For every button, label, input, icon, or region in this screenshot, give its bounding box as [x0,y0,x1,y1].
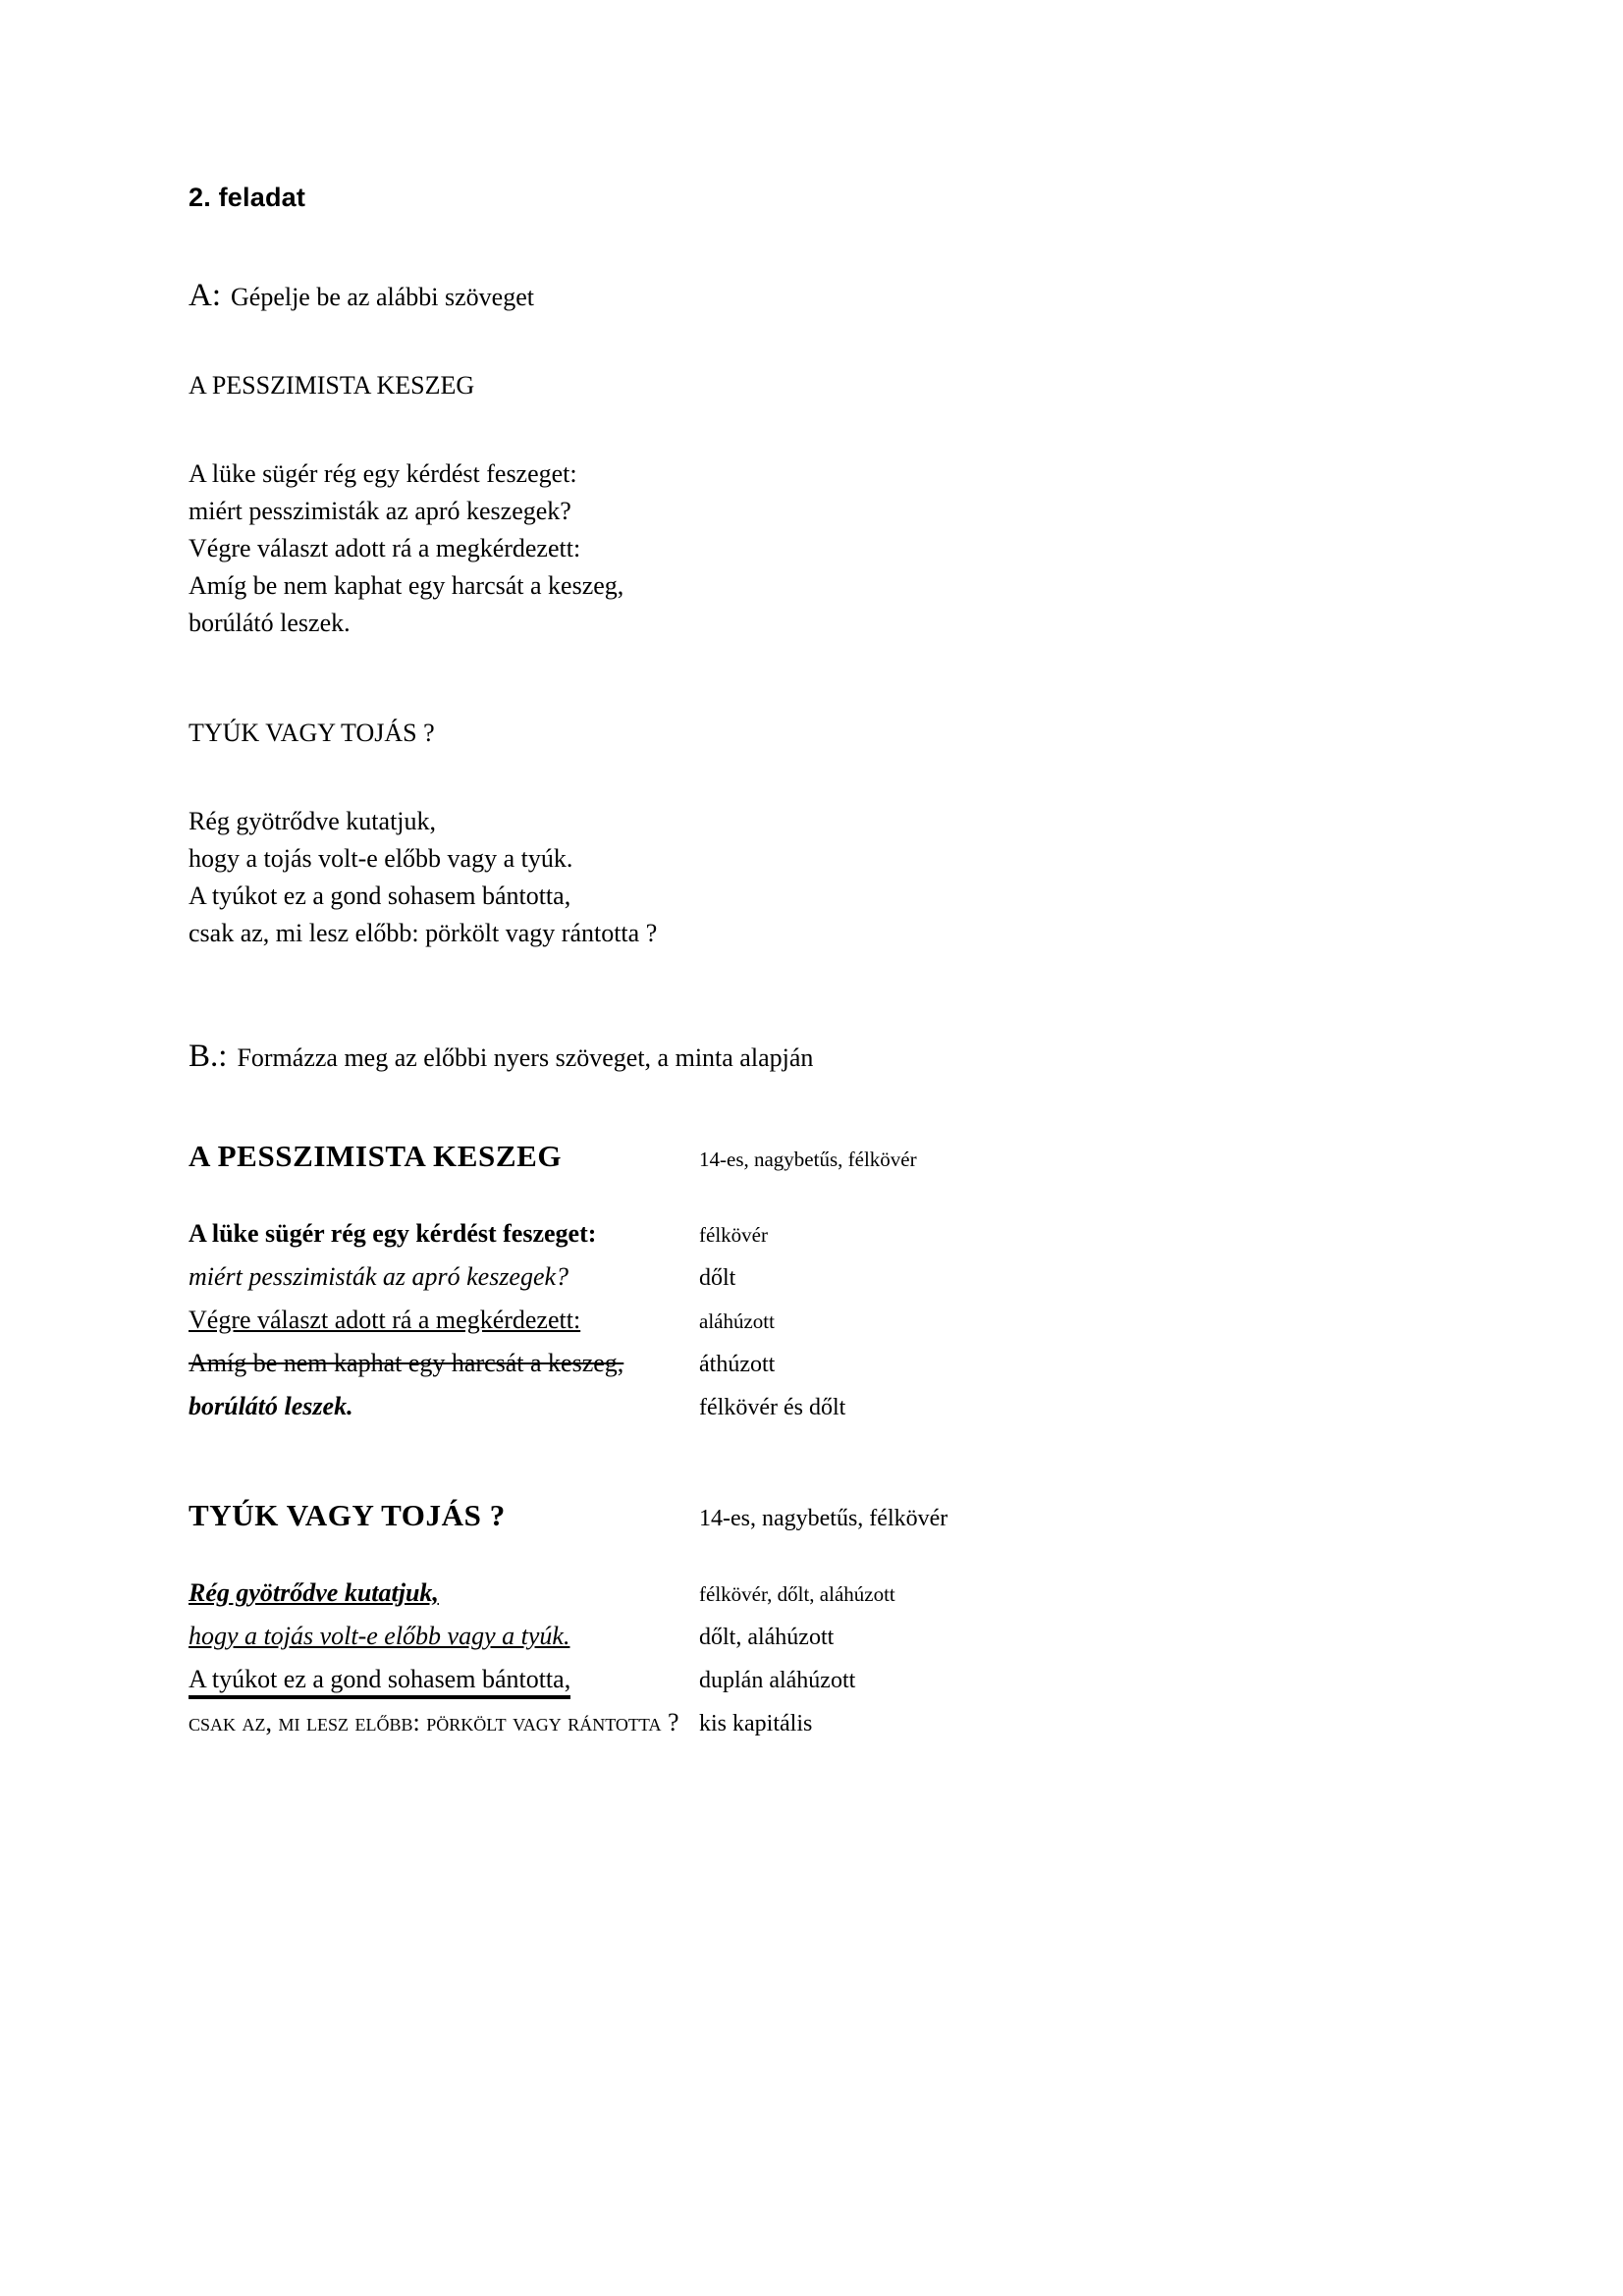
sample1-title: A PESSZIMISTA KESZEG [189,1139,563,1173]
sample-block-1 [189,1134,1455,1428]
part-a-letter: A: [189,278,221,313]
document-content [189,183,1455,1744]
part-b-instruction: Formázza meg az előbbi nyers szöveget, a minta alapján [237,1043,814,1072]
poem1-title-plain: A PESSZIMISTA KESZEG [189,371,475,400]
sample1-line: Végre választ adott rá a megkérdezett: [189,1306,581,1334]
sample1-row [189,1342,1455,1385]
poem2-title-plain: TYÚK VAGY TOJÁS ? [189,719,435,747]
sample1-note: dőlt [699,1265,736,1291]
sample1-note: áthúzott [699,1352,776,1377]
sample2-line: csak az, mi lesz előbb: pörkölt vagy rántotta ? [189,1708,679,1736]
part-a-body [189,367,1455,952]
poem2-line: A tyúkot ez a gond sohasem bántotta, [189,881,571,910]
sample1-note: félkövér és dőlt [699,1395,846,1420]
sample1-row [189,1299,1455,1342]
sample2-note: duplán aláhúzott [699,1668,856,1693]
poem1-line: miért pesszimisták az apró keszegek? [189,497,571,525]
spacer [189,1428,1455,1493]
spacer [189,1179,1455,1212]
spacer [189,1538,1455,1572]
spacer [189,404,1455,455]
sample2-row [189,1572,1455,1615]
sample2-line: Rég gyötrődve kutatjuk, [189,1578,439,1607]
spacer [189,752,1455,803]
sample1-row [189,1385,1455,1428]
sample2-row [189,1701,1455,1744]
poem2-line: Rég gyötrődve kutatjuk, [189,807,437,835]
sample2-row [189,1615,1455,1658]
poem1-line: Végre választ adott rá a megkérdezett: [189,534,581,562]
sample1-note: félkövér [699,1223,768,1247]
sample1-note: aláhúzott [699,1309,775,1333]
sample2-title-note: 14-es, nagybetűs, félkövér [699,1506,948,1531]
sample1-title-row [189,1134,1455,1179]
sample1-line: Amíg be nem kaphat egy harcsát a keszeg, [189,1349,624,1377]
sample2-line: hogy a tojás volt-e előbb vagy a tyúk. [189,1622,570,1650]
sample2-line-wrap [189,1658,699,1701]
poem1-line: Amíg be nem kaphat egy harcsát a keszeg, [189,571,624,600]
sample2-title-row [189,1493,1455,1538]
sample1-title-note: 14-es, nagybetűs, félkövér [699,1148,917,1171]
sample2-title: TYÚK VAGY TOJÁS ? [189,1498,506,1532]
sample2-note: dőlt, aláhúzott [699,1625,835,1650]
spacer [189,642,1455,715]
spacer [189,952,1455,1039]
sample1-row [189,1255,1455,1299]
poem1-line: A lüke sügér rég egy kérdést feszeget: [189,459,577,488]
poem2-line: hogy a tojás volt-e előbb vagy a tyúk. [189,844,573,873]
sample2-row [189,1658,1455,1701]
sample1-line: miért pesszimisták az apró keszegek? [189,1262,569,1291]
sample2-note: kis kapitális [699,1711,813,1736]
sample2-note: félkövér, dőlt, aláhúzott [699,1582,895,1606]
sample1-line: borúlátó leszek. [189,1392,353,1420]
poem2-line: csak az, mi lesz előbb: pörkölt vagy rántotta ? [189,919,658,947]
sample-block-2 [189,1493,1455,1744]
poem1-line: borúlátó leszek. [189,609,351,637]
part-a-heading [189,278,1455,314]
part-a-instruction: Gépelje be az alábbi szöveget [231,283,534,311]
sample1-row [189,1212,1455,1255]
part-b-heading [189,1039,1455,1075]
sample2-line: A tyúkot ez a gond sohasem bántotta, [189,1663,570,1699]
sample1-line: A lüke sügér rég egy kérdést feszeget: [189,1219,597,1248]
page-title: 2. feladat [189,183,306,212]
part-b-letter: B.: [189,1039,228,1074]
